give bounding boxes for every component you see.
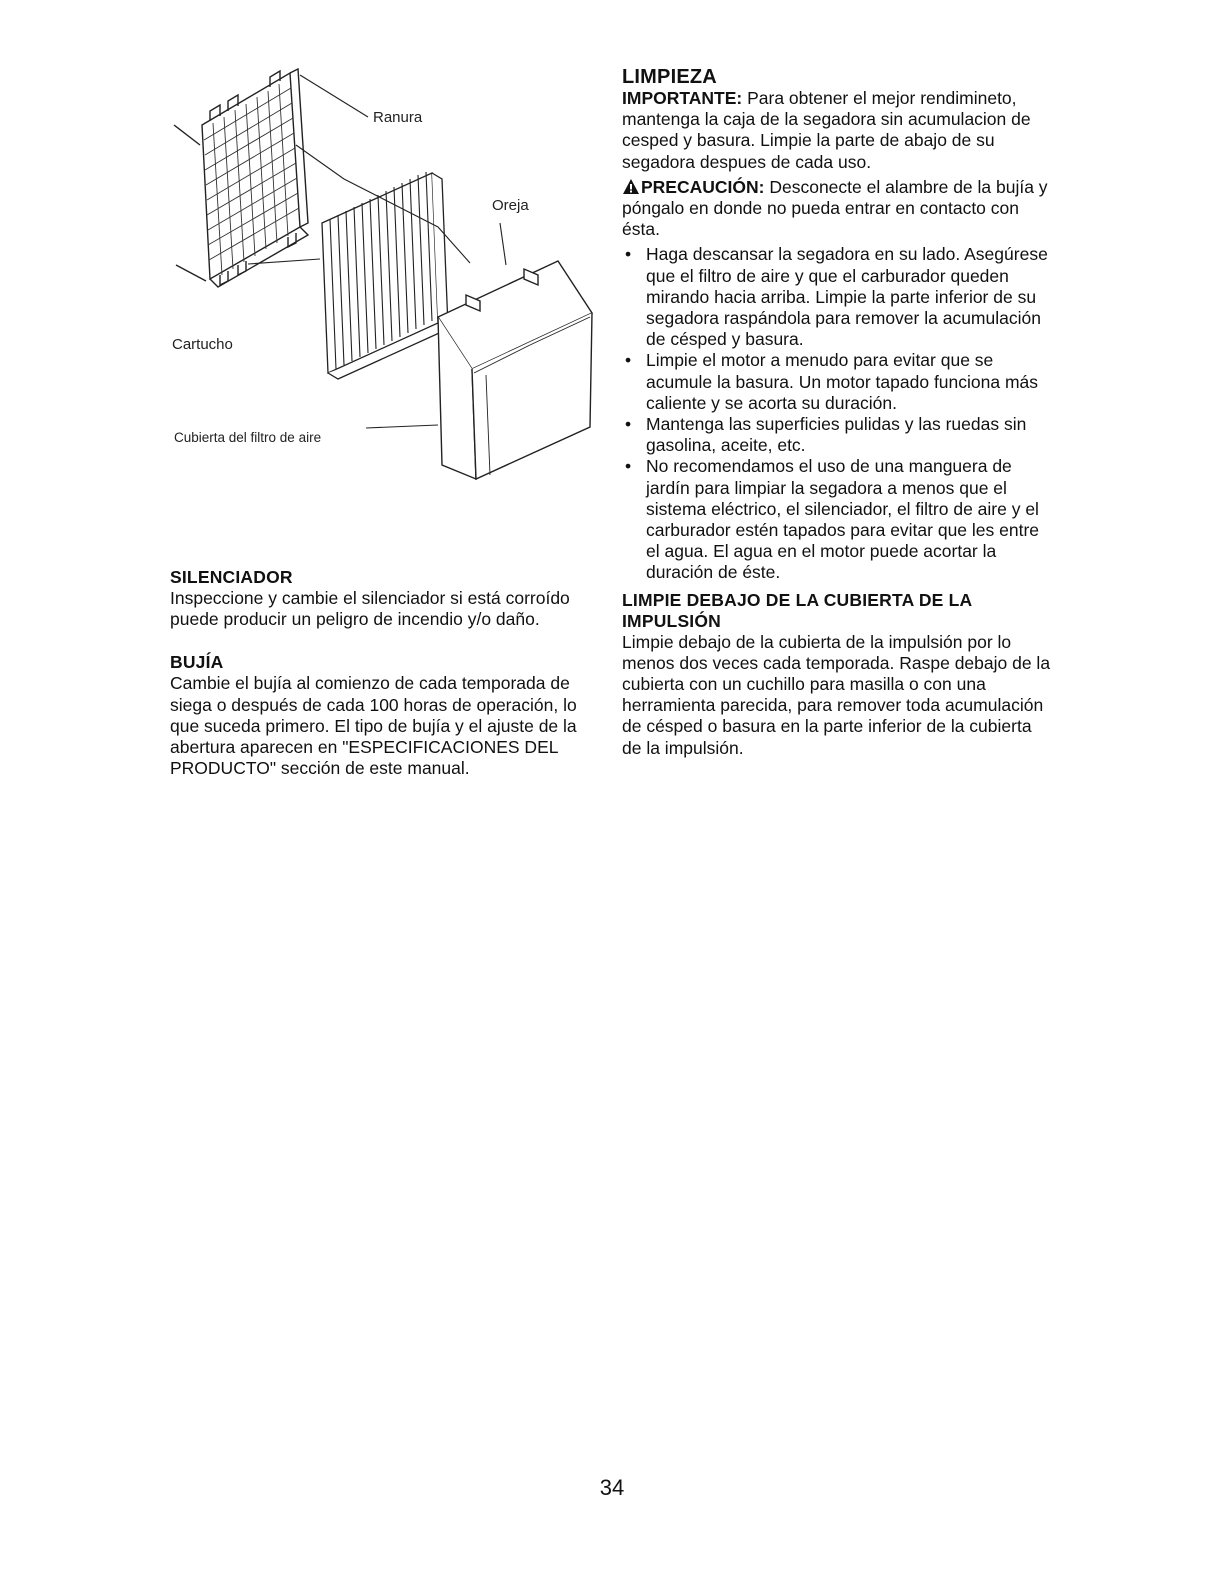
bullet-dot: • <box>625 414 632 435</box>
precaucion-paragraph <box>622 177 1052 241</box>
importante-label: IMPORTANTE: <box>622 88 743 108</box>
bullet-text: No recomendamos el uso de una manguera de jardín para limpiar la segadora a menos que el sistema eléctrico, el silenciador, el filtro de aire y el carburador estén tapados para evitar que les entre el agua. El agua en el motor puede acortar la duración de éste. <box>646 456 1040 583</box>
limpie-debajo-heading: LIMPIE DEBAJO DE LA CUBIERTA DE LA IMPULSIÓN <box>622 589 972 631</box>
list-item <box>622 456 1052 583</box>
left-column <box>170 55 590 779</box>
bullet-dot: • <box>625 456 632 477</box>
warning-triangle-icon <box>622 178 640 195</box>
bullet-text: Haga descansar la segadora en su lado. Asegúrese que el filtro de aire y que el carburador queden mirando hacia arriba. Limpie la parte inferior de su segadora raspándola para remover la acumulación de césped y basura. <box>646 244 1048 350</box>
bullet-dot: • <box>625 350 632 371</box>
limpieza-heading: LIMPIEZA <box>622 66 717 88</box>
label-cartucho: Cartucho <box>172 336 233 353</box>
limpieza-bullet-list <box>622 244 1052 583</box>
bullet-dot: • <box>625 244 632 265</box>
label-cubierta: Cubierta del filtro de aire <box>174 430 322 445</box>
bujia-text: Cambie el bujía al comienzo de cada temporada de siega o después de cada 100 horas de operación, lo que suceda primero. El tipo de bujía y el ajuste de la abertura aparecen en "ESPECIFICACIONES DEL PRODUCTO" sección de este manual. <box>170 673 577 779</box>
bujia-heading: BUJÍA <box>170 652 224 673</box>
label-ranura: Ranura <box>373 109 423 126</box>
list-item <box>622 350 1052 414</box>
limpie-debajo-text: Limpie debajo de la cubierta de la impulsión por lo menos dos veces cada temporada. Raspe debajo de la cubierta con un cuchillo para masilla o con una herramienta parecida, para remover toda acumulación de césped o basura en la parte inferior de la cubierta de la impulsión. <box>622 631 1051 758</box>
label-oreja: Oreja <box>492 197 529 214</box>
right-column <box>622 66 1052 759</box>
air-filter-figure <box>170 55 600 495</box>
page-number: 34 <box>599 1475 625 1500</box>
importante-paragraph <box>622 88 1052 173</box>
precaucion-text: Desconecte el alambre de la bujía y póngalo en donde no pueda entrar en contacto con ésta. <box>622 176 1048 240</box>
bullet-text: Mantenga las superficies pulidas y las ruedas sin gasolina, aceite, etc. <box>646 414 1027 456</box>
importante-text: Para obtener el mejor rendimineto, mantenga la caja de la segadora sin acumulacion de cesped y basura. Limpie la parte de abajo de su segadora despues de cada uso. <box>622 88 1031 172</box>
silenciador-text: Inspeccione y cambie el silenciador si está corroído puede producir un peligro de incendio y/o daño. <box>170 588 570 630</box>
bullet-text: Limpie el motor a menudo para evitar que se acumule la basura. Un motor tapado funciona más caliente y se acorta su duración. <box>646 350 1039 413</box>
list-item <box>622 414 1052 456</box>
precaucion-label: PRECAUCIÓN: <box>641 176 765 197</box>
list-item <box>622 244 1052 350</box>
silenciador-heading: SILENCIADOR <box>170 567 293 587</box>
